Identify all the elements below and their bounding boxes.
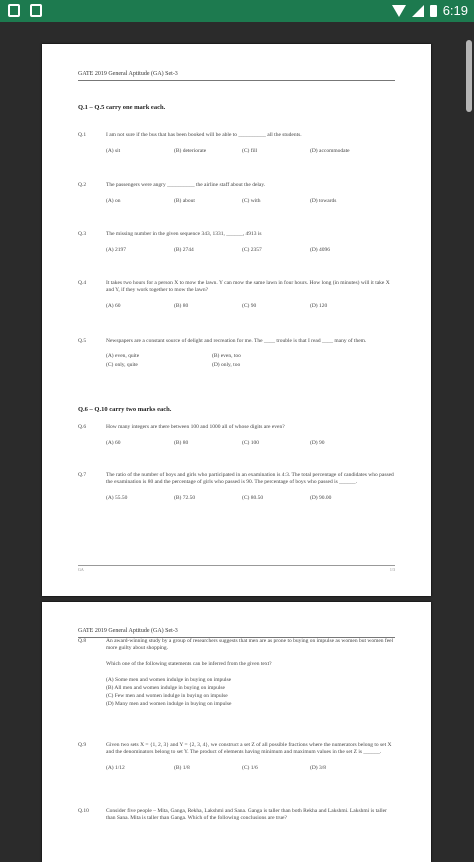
question-number: Q.9 xyxy=(78,742,87,748)
question-options xyxy=(106,198,397,205)
option: (B) about xyxy=(174,198,195,204)
section-heading: Q.6 – Q.10 carry two marks each. xyxy=(78,406,172,413)
option: (A) 55.50 xyxy=(106,495,128,501)
question-3 xyxy=(78,231,397,254)
question-number: Q.1 xyxy=(78,132,87,138)
question-9 xyxy=(78,742,397,772)
option: (B) deteriorate xyxy=(174,148,207,154)
question-text: Consider five people – Mita, Ganga, Rekha, Lakshmi and Sana. Ganga is taller than both Rekha and Lakshmi. Lakshmi is taller than Sana. Mita is taller than Ganga. Which of the following conclusions are true? xyxy=(106,808,387,821)
option: (B) even, too xyxy=(212,353,241,359)
option: (D) Many men and women indulge in buying on impulse xyxy=(106,701,232,707)
app-icon xyxy=(30,4,42,17)
question-options xyxy=(106,677,397,708)
option: (B) 80 xyxy=(174,440,189,446)
option: (A) 1/12 xyxy=(106,765,125,771)
option: (B) 2744 xyxy=(174,247,194,253)
footer-page-number: 1/3 xyxy=(389,567,395,572)
option: (C) 2357 xyxy=(242,247,262,253)
question-number: Q.7 xyxy=(78,472,87,478)
question-options xyxy=(106,440,397,447)
option: (D) 90.00 xyxy=(310,495,332,501)
section-heading: Q.1 – Q.5 carry one mark each. xyxy=(78,104,166,111)
question-2 xyxy=(78,182,397,205)
question-options xyxy=(106,495,397,502)
question-text: The missing number in the given sequence 343, 1331, ______, 4913 is xyxy=(106,231,262,237)
option: (D) 4096 xyxy=(310,247,331,253)
option: (A) on xyxy=(106,198,121,204)
question-number: Q.3 xyxy=(78,231,87,237)
question-text: Given two sets X = {1, 2, 3} and Y = {2, 3, 4}, we construct a set Z of all possible fractions where the numerators belong to set X and the denominators belong to set Y. The product of elements having minimum and maximum values in the set Z is ______. xyxy=(106,742,392,755)
question-6 xyxy=(78,424,397,447)
question-number: Q.4 xyxy=(78,280,87,286)
battery-icon xyxy=(430,5,437,17)
pdf-page-1[interactable] xyxy=(42,44,431,596)
status-time: 6:19 xyxy=(442,3,468,18)
page-header: GATE 2019 General Aptitude (GA) Set-3 xyxy=(78,71,395,81)
option: (D) 3/8 xyxy=(310,765,327,771)
question-10 xyxy=(78,808,397,822)
question-text: The passengers were angry __________ the airline staff about the delay. xyxy=(106,182,266,188)
notification-icon xyxy=(8,4,20,17)
question-options xyxy=(106,353,397,369)
question-1 xyxy=(78,132,397,155)
option: (A) 60 xyxy=(106,303,121,309)
option: (D) 120 xyxy=(310,303,328,309)
question-4 xyxy=(78,280,397,310)
page-header: GATE 2019 General Aptitude (GA) Set-3 xyxy=(78,628,395,638)
question-number: Q.10 xyxy=(78,808,89,814)
question-7 xyxy=(78,472,397,502)
option: (B) 80 xyxy=(174,303,189,309)
question-8 xyxy=(78,638,397,709)
option: (D) towards xyxy=(310,198,337,204)
footer-left: GA xyxy=(78,567,84,572)
option: (A) sit xyxy=(106,148,121,154)
page-footer xyxy=(78,565,395,572)
wifi-icon xyxy=(392,5,406,17)
question-text: How many integers are there between 100 and 1000 all of whose digits are even? xyxy=(106,424,285,430)
option: (D) accommodate xyxy=(310,148,350,154)
option: (A) 2197 xyxy=(106,247,127,253)
question-options xyxy=(106,765,397,772)
option: (A) even, quite xyxy=(106,353,140,359)
option: (B) 1/8 xyxy=(174,765,190,771)
question-options xyxy=(106,247,397,254)
question-5 xyxy=(78,338,397,369)
question-number: Q.8 xyxy=(78,638,87,644)
option: (D) 90 xyxy=(310,440,325,446)
question-text: It takes two hours for a person X to mow the lawn. Y can mow the same lawn in four hours. How long (in minutes) will it take X and Y, if they work together to mow the lawn? xyxy=(106,280,390,293)
option: (C) Few men and women indulge in buying on impulse xyxy=(106,693,228,699)
question-options xyxy=(106,148,397,155)
question-options xyxy=(106,303,397,310)
question-text: I am not sure if the bus that has been booked will be able to __________ all the students. xyxy=(106,132,302,138)
option: (A) Some men and women indulge in buying on impulse xyxy=(106,677,232,683)
option: (C) 90 xyxy=(242,303,257,309)
option: (A) 60 xyxy=(106,440,121,446)
signal-icon xyxy=(412,5,424,17)
option: (C) only, quite xyxy=(106,362,138,368)
option: (C) fill xyxy=(242,148,258,154)
question-subtext: Which one of the following statements can be inferred from the given text? xyxy=(106,661,272,667)
option: (B) 72.50 xyxy=(174,495,196,501)
question-text: The ratio of the number of boys and girls who participated in an examination is 4:3. The total percentage of candidates who passed the examination is 80 and the percentage of girls who passed is 90. The percentage of boys who passed is ______. xyxy=(106,472,394,485)
question-number: Q.6 xyxy=(78,424,87,430)
pdf-page-2[interactable] xyxy=(42,602,431,862)
option: (D) only, too xyxy=(212,362,241,368)
question-number: Q.5 xyxy=(78,338,87,344)
scroll-thumb[interactable] xyxy=(466,40,472,112)
option: (B) All men and women indulge in buying on impulse xyxy=(106,685,226,691)
question-number: Q.2 xyxy=(78,182,87,188)
option: (C) with xyxy=(242,198,261,204)
status-bar xyxy=(0,0,474,22)
option: (C) 80.50 xyxy=(242,495,264,501)
question-text: Newspapers are a constant source of delight and recreation for me. The ____ trouble is that I read ____ many of them. xyxy=(106,338,367,344)
option: (C) 100 xyxy=(242,440,259,446)
option: (C) 1/6 xyxy=(242,765,258,771)
question-text: An award-winning study by a group of researchers suggests that men are as prone to buying on impulse as women but women feel more guilty about shopping. xyxy=(106,638,394,651)
